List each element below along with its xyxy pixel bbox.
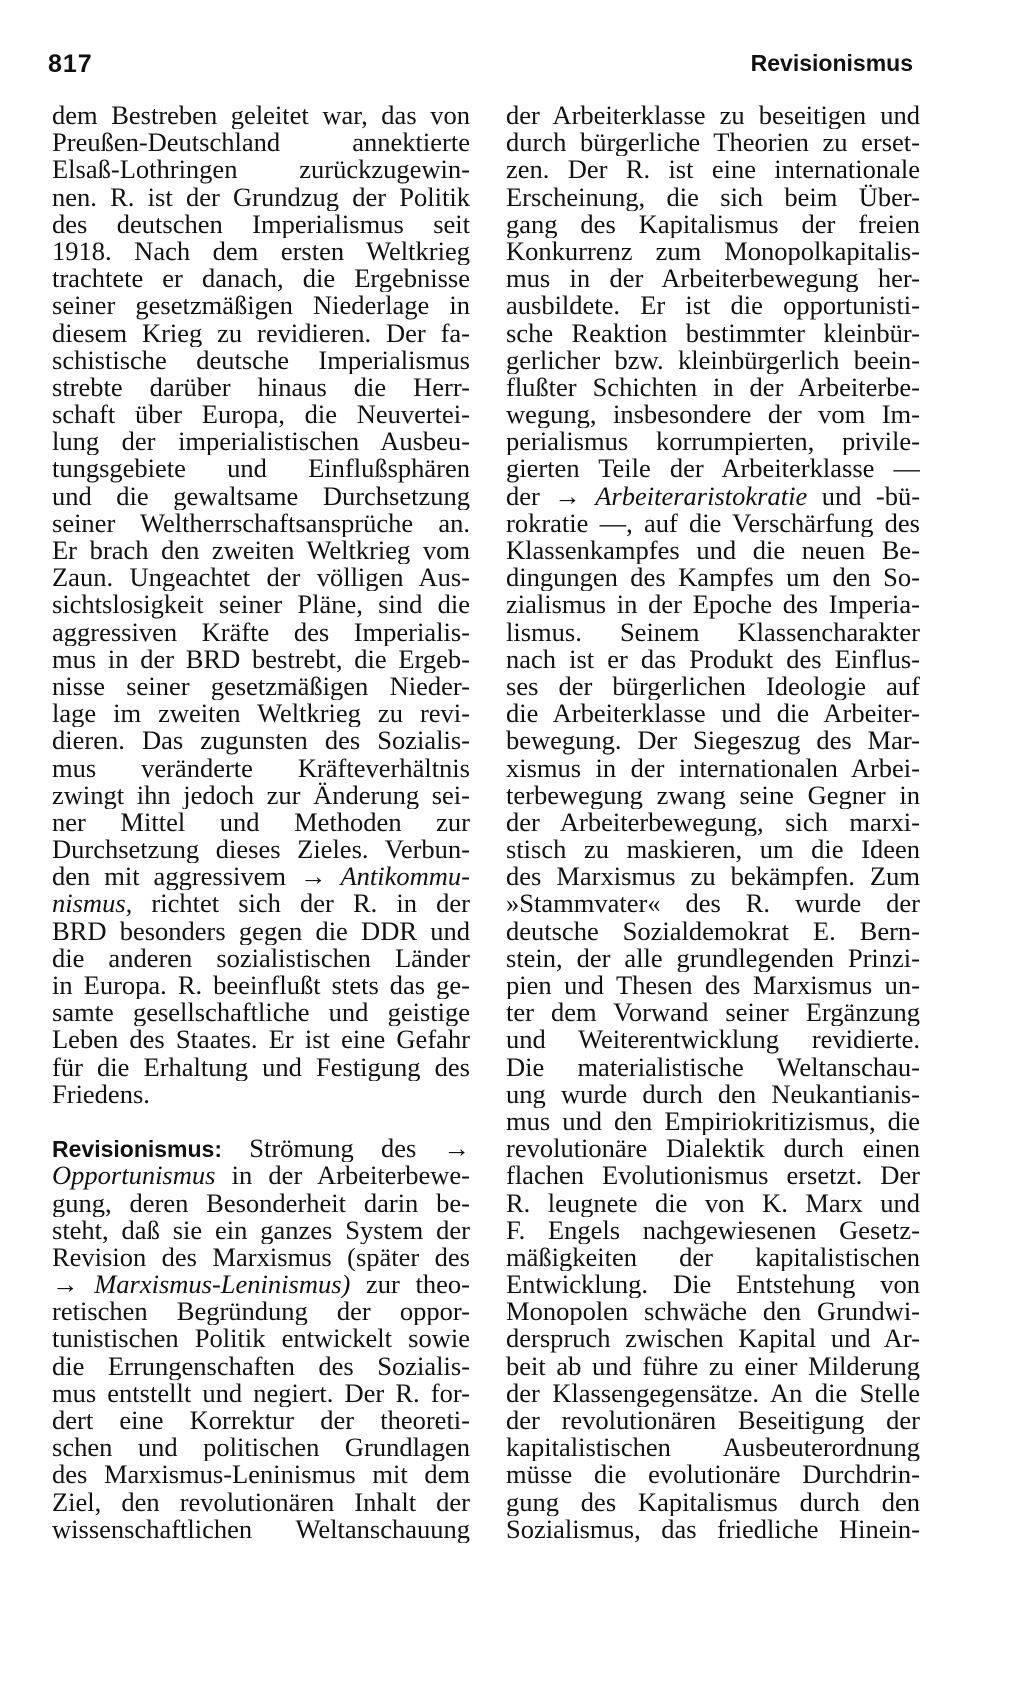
text-line: gung, deren Besonderheit darin be- (52, 1189, 470, 1217)
cross-reference-link[interactable]: Arbeiteraristokratie (595, 482, 808, 510)
text-segment: den mit aggressivem (52, 863, 287, 891)
text-line: retischen Begründung der oppor- (52, 1298, 470, 1326)
text-line: sichtslosigkeit seiner Pläne, sind die (52, 591, 470, 619)
cross-reference-link[interactable]: nismus, (52, 890, 133, 918)
text-line: mus in der Arbeiterbewegung her- (506, 265, 920, 293)
text-line: Er brach den zweiten Weltkrieg vom (52, 537, 470, 565)
text-line (52, 890, 470, 917)
text-line: für die Erhaltung und Festigung des (52, 1053, 470, 1081)
text-line: pien und Thesen des Marxismus un- (506, 972, 920, 1000)
text-line: steht, daß sie ein ganzes System der (52, 1216, 470, 1244)
text-line: F. Engels nachgewiesenen Gesetz- (506, 1216, 920, 1244)
text-line: dert eine Korrektur der theoreti- (52, 1407, 470, 1435)
cross-reference-arrow: → (443, 1135, 470, 1163)
page-header (48, 50, 913, 84)
cross-reference-arrow: → (300, 863, 327, 891)
text-line: gerlicher bzw. kleinbürgerlich beein- (506, 346, 920, 374)
text-line: Monopolen schwäche den Grundwi- (506, 1298, 920, 1326)
text-line: der Arbeiterbewegung, sich marxi- (506, 808, 920, 837)
text-line: stein, der alle grundlegenden Prinzi- (506, 944, 920, 972)
text-line: beit ab und führe zu einer Milderung (506, 1352, 920, 1380)
text-line: Sozialismus, das friedliche Hinein- (506, 1515, 920, 1543)
text-line: bewegung. Der Siegeszug des Mar- (506, 727, 920, 755)
text-line: Klassenkampfes und die neuen Be- (506, 537, 920, 565)
text-line: Entwicklung. Die Entstehung von (506, 1271, 920, 1299)
text-line: BRD besonders gegen die DDR und (52, 917, 470, 945)
text-line: sche Reaktion bestimmter kleinbür- (506, 319, 920, 347)
text-segment: in der Arbeiterbewe- (231, 1162, 470, 1190)
text-line: müsse die evolutionäre Durchdrin- (506, 1461, 920, 1489)
text-line: stisch zu maskieren, um die Ideen (506, 836, 920, 864)
right-column (506, 102, 920, 1543)
text-line: aggressiven Kräfte des Imperialis- (52, 618, 470, 646)
text-line: des Marxismus zu bekämpfen. Zum (506, 863, 920, 891)
text-segment: der (506, 482, 540, 510)
text-line: gierten Teile der Arbeiterklasse — (506, 455, 920, 483)
text-line: zialismus in der Epoche des Imperia- (506, 591, 920, 619)
text-line (52, 863, 470, 890)
text-line: Ziel, den revolutionären Inhalt der (52, 1488, 470, 1516)
text-line: Revision des Marxismus (später des (52, 1243, 470, 1272)
text-line: schistische deutsche Imperialismus (52, 346, 470, 374)
text-line: Konkurrenz zum Monopolkapitalis- (506, 237, 920, 266)
entry-headword: Revisionismus: (52, 1136, 222, 1163)
text-line: perialismus korrumpierten, privile- (506, 428, 920, 456)
text-line: der Arbeiterklasse zu beseitigen und (506, 102, 920, 130)
text-line: lage im zweiten Weltkrieg zu revi- (52, 700, 470, 728)
text-line: ung wurde durch den Neukantianis- (506, 1080, 920, 1108)
text-line: wegung, insbesondere der vom Im- (506, 401, 920, 429)
text-line: ses der bürgerlichen Ideologie auf (506, 672, 920, 701)
text-line: mäßigkeiten der kapitalistischen (506, 1243, 920, 1272)
text-line: nen. R. ist der Grundzug der Politik (52, 183, 470, 211)
cross-reference-link[interactable]: Opportunismus (52, 1162, 216, 1190)
text-line: mus in der BRD bestrebt, die Ergeb- (52, 645, 470, 673)
text-line: ter dem Vorwand seiner Ergänzung (506, 999, 920, 1027)
text-line: gung des Kapitalismus durch den (506, 1488, 920, 1516)
text-line: samte gesellschaftliche und geistige (52, 999, 470, 1027)
text-line: mus und den Empiriokritizismus, die (506, 1107, 920, 1136)
text-line: und die gewaltsame Durchsetzung (52, 482, 470, 510)
text-line: und Weiterentwicklung revidierte. (506, 1026, 920, 1054)
text-line: seiner gesetzmäßigen Niederlage in (52, 292, 470, 320)
page-number: 817 (48, 50, 93, 78)
text-segment: richtet sich der R. in der (151, 890, 470, 918)
text-line (506, 483, 920, 510)
text-line: strebte darüber hinaus die Herr- (52, 373, 470, 402)
text-line: lismus. Seinem Klassencharakter (506, 618, 920, 646)
text-line: flußter Schichten in der Arbeiterbe- (506, 373, 920, 402)
text-segment: Strömung des (249, 1135, 417, 1163)
text-line: kapitalistischen Ausbeuterordnung (506, 1434, 920, 1462)
text-line: die Errungenschaften des Sozialis- (52, 1352, 470, 1380)
text-line: mus veränderte Kräfteverhältnis (52, 754, 470, 782)
text-line: wissenschaftlichen Weltanschauung (52, 1515, 470, 1543)
text-line: Die materialistische Weltanschau- (506, 1053, 920, 1081)
text-line: dem Bestreben geleitet war, das von (52, 102, 470, 130)
text-line: deutsche Sozialdemokrat E. Bern- (506, 917, 920, 945)
text-line: rokratie —, auf die Verschärfung des (506, 509, 920, 537)
text-line: seiner Weltherrschaftsansprüche an. (52, 509, 470, 537)
text-line: Friedens. (52, 1080, 150, 1108)
text-line: der revolutionären Beseitigung der (506, 1407, 920, 1435)
text-line: ausbildete. Er ist die opportunisti- (506, 292, 920, 320)
text-line: Elsaß-Lothringen zurückzugewin- (52, 156, 470, 184)
text-line: Leben des Staates. Er ist eine Gefahr (52, 1026, 470, 1054)
cross-reference-link[interactable]: Marxismus-Leninismus) (94, 1271, 351, 1299)
text-line: zen. Der R. ist eine internationale (506, 156, 920, 184)
text-line (52, 1271, 470, 1298)
text-line: nach ist er das Produkt des Einflus- (506, 645, 920, 673)
text-line: mus entstellt und negiert. Der R. for- (52, 1379, 470, 1407)
text-line: zwingt ihn jedoch zur Änderung sei- (52, 781, 470, 809)
entry-first-line (52, 1135, 470, 1162)
text-line: terbewegung zwang seine Gegner in (506, 781, 920, 809)
text-line: Preußen-Deutschland annektierte (52, 129, 470, 157)
text-line: die anderen sozialistischen Länder (52, 944, 470, 972)
text-line: 1918. Nach dem ersten Weltkrieg (52, 237, 470, 266)
text-line: ner Mittel und Methoden zur (52, 808, 470, 837)
text-line: in Europa. R. beeinflußt stets das ge- (52, 972, 470, 1000)
text-line: der Klassengegensätze. An die Stelle (506, 1379, 920, 1407)
text-line: gang des Kapitalismus der freien (506, 210, 920, 238)
text-line: lung der imperialistischen Ausbeu- (52, 428, 470, 456)
text-segment: und -bü- (821, 482, 920, 510)
text-segment: zur theo- (366, 1271, 470, 1299)
left-column (52, 102, 470, 1543)
cross-reference-arrow: → (52, 1271, 79, 1299)
text-line: schen und politischen Grundlagen (52, 1434, 470, 1462)
text-line: flachen Evolutionismus ersetzt. Der (506, 1162, 920, 1190)
text-line: diesem Krieg zu revidieren. Der fa- (52, 319, 470, 347)
text-line: R. leugnete die von K. Marx und (506, 1189, 920, 1217)
text-line: dieren. Das zugunsten des Sozialis- (52, 727, 470, 755)
cross-reference-arrow: → (554, 482, 581, 510)
text-line: schaft über Europa, die Neuvertei- (52, 401, 470, 429)
text-line: Erscheinung, die sich beim Über- (506, 183, 920, 211)
text-line: die Arbeiterklasse und die Arbeiter- (506, 700, 920, 728)
text-line: Durchsetzung dieses Zieles. Verbun- (52, 836, 470, 864)
text-line: derspruch zwischen Kapital und Ar- (506, 1325, 920, 1353)
text-line: trachtete er danach, die Ergebnisse (52, 265, 470, 293)
text-line: revolutionäre Dialektik durch einen (506, 1135, 920, 1163)
text-line: Zaun. Ungeachtet der völligen Aus- (52, 564, 470, 592)
cross-reference-link[interactable]: Antikommu- (340, 863, 470, 891)
text-line: des deutschen Imperialismus seit (52, 210, 470, 238)
paragraph-gap (52, 1108, 470, 1135)
text-line: tungsgebiete und Einflußsphären (52, 455, 470, 483)
text-line: »Stammvater« des R. wurde der (506, 890, 920, 918)
text-line: tunistischen Politik entwickelt sowie (52, 1325, 470, 1353)
running-head: Revisionismus (750, 50, 913, 76)
text-line: des Marxismus-Leninismus mit dem (52, 1461, 470, 1489)
text-line (52, 1162, 470, 1189)
text-line: dingungen des Kampfes um den So- (506, 564, 920, 592)
text-line: durch bürgerliche Theorien zu erset- (506, 129, 920, 157)
text-line: xismus in der internationalen Arbei- (506, 754, 920, 782)
text-line: nisse seiner gesetzmäßigen Nieder- (52, 672, 470, 701)
